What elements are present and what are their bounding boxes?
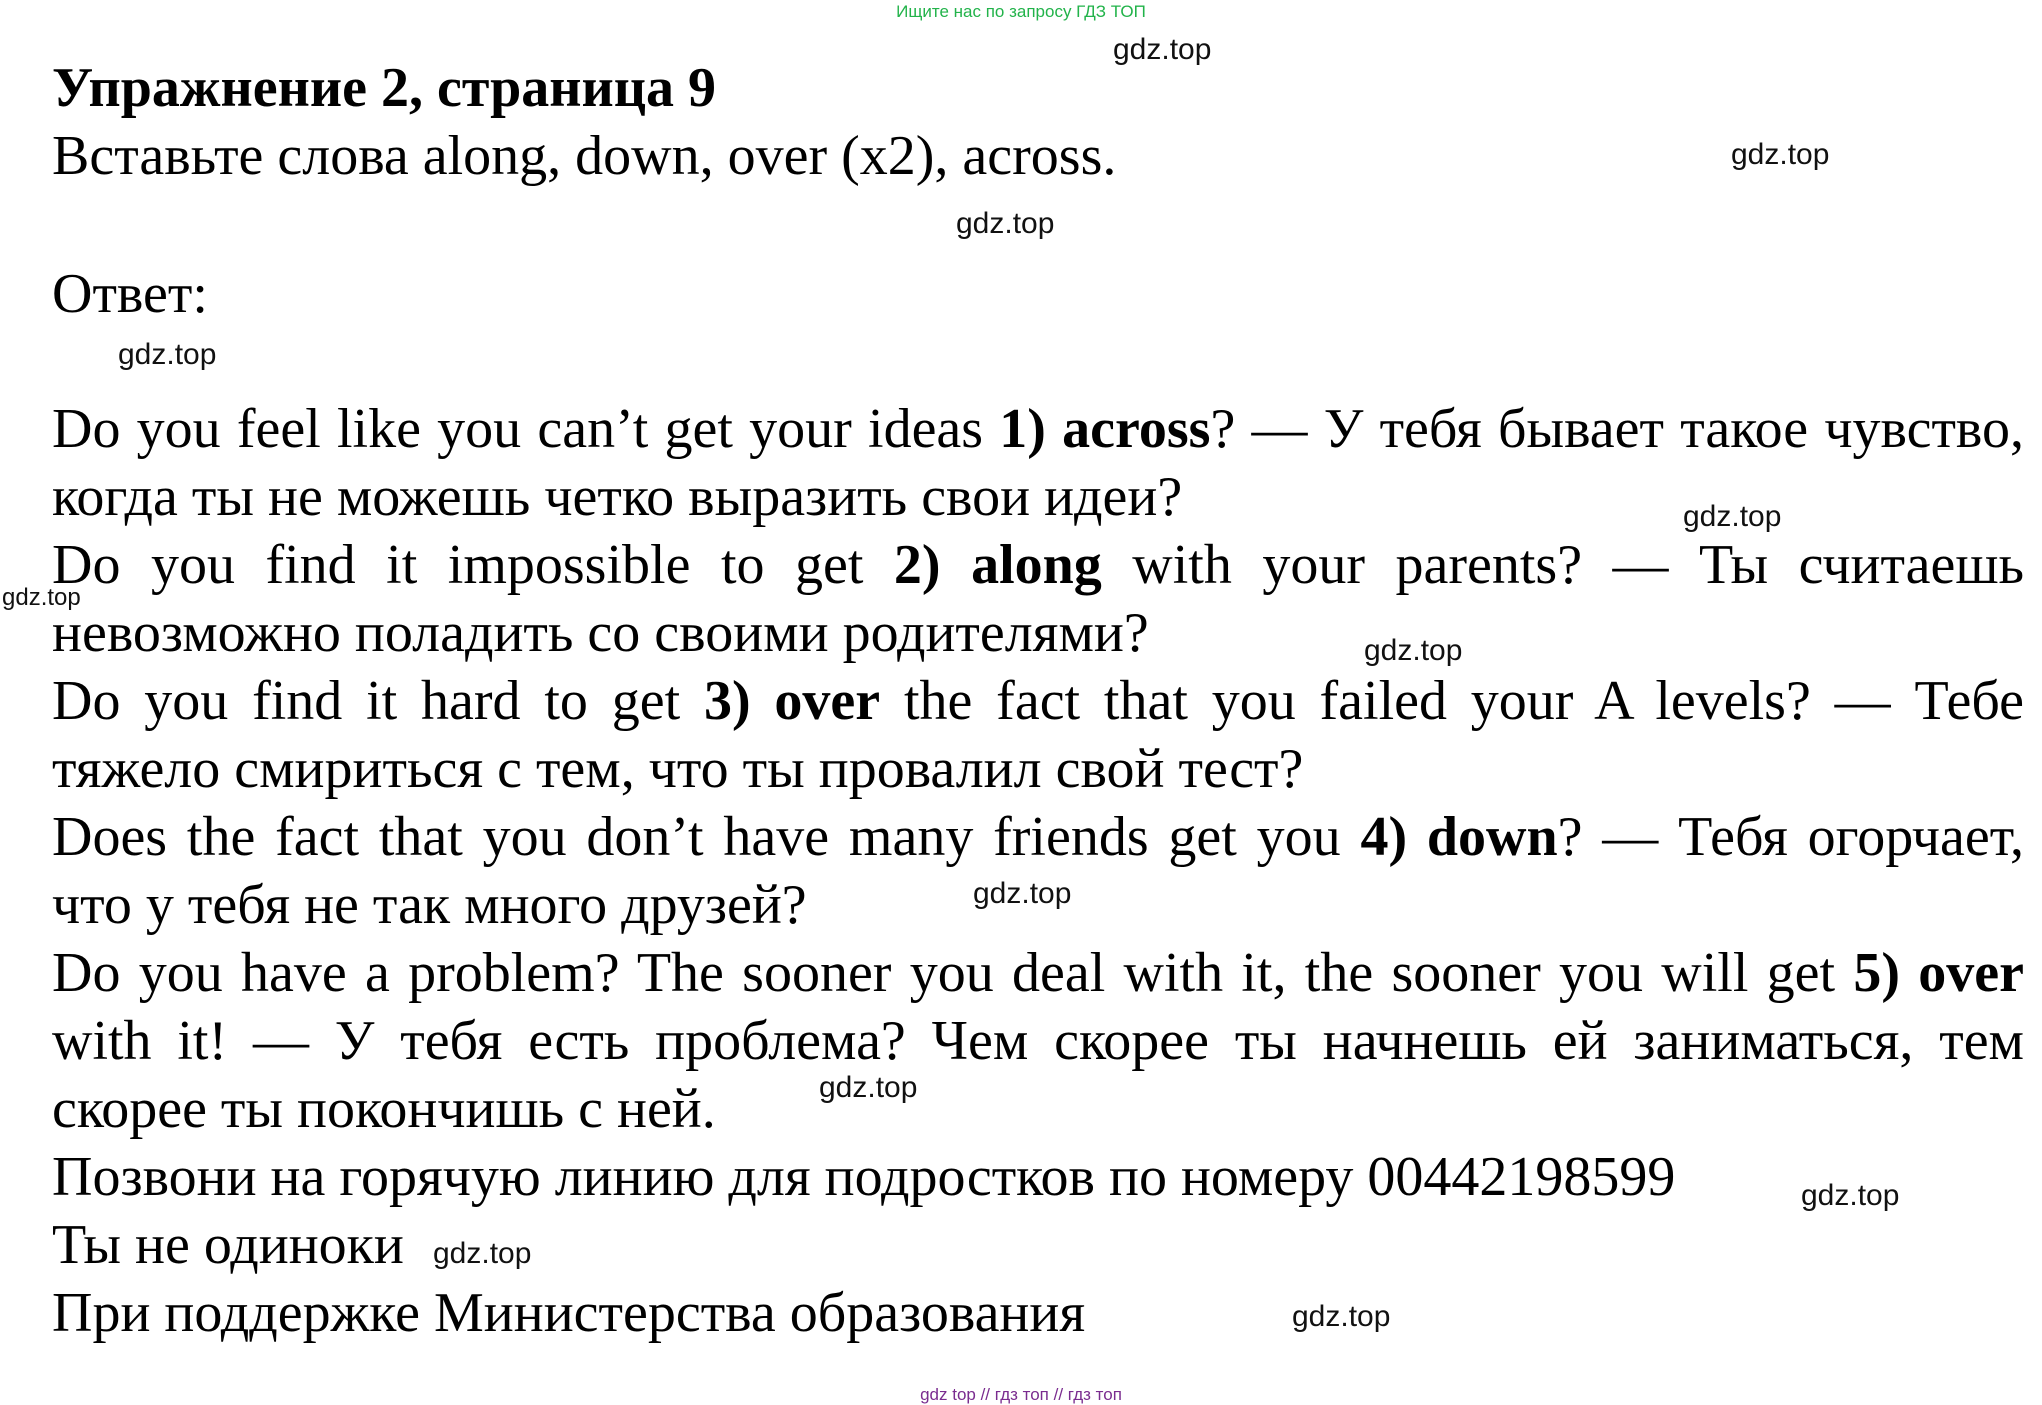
closing-line-not-alone: Ты не одиноки [52,1214,404,1276]
watermark: gdz.top [1113,33,1212,66]
answer-word: 2) along [893,534,1102,596]
sentence-text: Do you find it hard to get [52,670,704,732]
answer-word: 5) over [1853,942,2024,1004]
sentence-text: Does the fact that you don’t have many friends get you [52,806,1361,868]
sentence-text: with your parents? — Ты считаешь невозможно поладить со своими родителями? [52,534,2024,664]
answer-word: 4) down [1360,806,1558,868]
watermark: gdz.top [1292,1300,1391,1333]
top-banner: Ищите нас по запросу ГДЗ ТОП [896,2,1146,21]
watermark: gdz.top [819,1071,918,1104]
answer-word: 3) over [703,670,881,732]
watermark: gdz.top [433,1237,532,1270]
sentence-text: ? — Тебя огорчает, что у тебя не так много друзей? [52,806,2024,936]
closing-line-support: При поддержке Министерства образования [52,1282,1086,1344]
sentence-text: the fact that you failed your A levels? — Тебе тяжело смириться с тем, что ты провалил свой тест? [52,670,2024,800]
sentence-text: Do you feel like you can’t get your ideas [52,398,1000,460]
sentence-text: with it! — У тебя есть проблема? Чем скорее ты начнешь ей заниматься, тем скорее ты покончишь с ней. [52,1010,2024,1140]
answer-paragraph-3 [52,667,2024,803]
answer-body [52,395,2024,1347]
answer-word: 1) across [999,398,1211,460]
watermark: gdz.top [1731,138,1830,171]
answer-label: Ответ: [52,263,208,325]
watermark: gdz.top [1801,1179,1900,1212]
task-instruction: Вставьте слова along, down, over (x2), across. [52,125,1117,187]
exercise-title: Упражнение 2, страница 9 [52,57,717,119]
watermark: gdz.top [956,207,1055,240]
watermark: gdz.top [118,338,217,371]
sentence-text: ? — У тебя бывает такое чувство, когда ты не можешь четко выразить свои идеи? [52,398,2024,528]
answer-paragraph-2 [52,531,2024,667]
answer-paragraph-5 [52,939,2024,1143]
answer-paragraph-4 [52,803,2024,939]
watermark: gdz.top [2,584,81,611]
sentence-text: Do you find it impossible to get [52,534,894,596]
footer-links: gdz top // гдз топ // гдз топ [920,1385,1122,1404]
watermark: gdz.top [973,877,1072,910]
closing-line-hotline: Позвони на горячую линию для подростков по номеру 00442198599 [52,1146,1676,1208]
watermark: gdz.top [1683,500,1782,533]
watermark: gdz.top [1364,634,1463,667]
sentence-text: Do you have a problem? The sooner you deal with it, the sooner you will get [52,942,1854,1004]
